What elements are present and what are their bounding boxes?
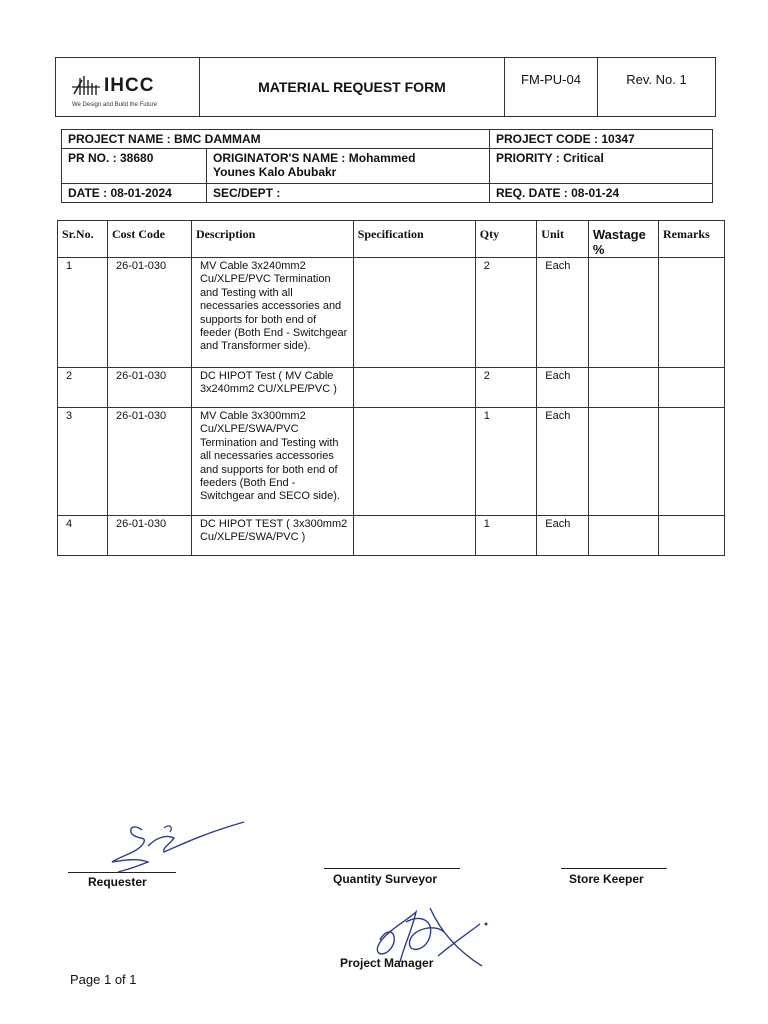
row-specification xyxy=(353,408,475,516)
row-cost-code: 26-01-030 xyxy=(108,258,192,368)
page-number: Page 1 of 1 xyxy=(70,972,137,987)
row-remarks xyxy=(659,368,725,408)
row-cost-code: 26-01-030 xyxy=(108,368,192,408)
header-remarks: Remarks xyxy=(659,221,725,258)
quantity-surveyor-sign-line xyxy=(324,868,460,869)
row-unit: Each xyxy=(537,408,589,516)
logo-text: IHCC xyxy=(104,75,155,96)
header-specification: Specification xyxy=(353,221,475,258)
table-row xyxy=(58,516,725,556)
requester-signature-icon xyxy=(104,818,250,880)
header-cost-code: Cost Code xyxy=(108,221,192,258)
row-description: DC HIPOT TEST ( 3x300mm2 Cu/XLPE/SWA/PVC ) xyxy=(191,516,353,556)
form-title: MATERIAL REQUEST FORM xyxy=(200,58,505,117)
row-remarks xyxy=(659,258,725,368)
row-specification xyxy=(353,258,475,368)
logo-tagline: We Design and Build the Future xyxy=(72,102,157,108)
row-description: MV Cable 3x240mm2 Cu/XLPE/PVC Termination and Testing with all necessaries accessories and supports for both end of feeder (Both End - Switchgear and Transformer side). xyxy=(191,258,353,368)
project-manager-label: Project Manager xyxy=(340,956,434,970)
company-logo xyxy=(56,58,200,117)
originator-name xyxy=(207,149,490,184)
form-code: FM-PU-04 xyxy=(505,58,598,117)
row-wastage xyxy=(588,408,658,516)
row-description: MV Cable 3x300mm2 Cu/XLPE/SWA/PVC Termination and Testing with all necessaries accessories and supports for both end of feeders (Both End -Switchgear and SECO side). xyxy=(191,408,353,516)
header-sr-no: Sr.No. xyxy=(58,221,108,258)
row-qty: 2 xyxy=(475,368,537,408)
store-keeper-sign-line xyxy=(561,868,667,869)
originator-line-2: Younes Kalo Abubakr xyxy=(213,165,337,179)
row-specification xyxy=(353,368,475,408)
header-unit: Unit xyxy=(537,221,589,258)
row-wastage xyxy=(588,516,658,556)
table-row xyxy=(58,258,725,368)
requester-label: Requester xyxy=(88,875,147,889)
row-wastage xyxy=(588,258,658,368)
originator-line-1: ORIGINATOR'S NAME : Mohammed xyxy=(213,151,416,165)
project-name: PROJECT NAME : BMC DAMMAM xyxy=(62,130,490,149)
row-description: DC HIPOT Test ( MV Cable 3x240mm2 CU/XLPE/PVC ) xyxy=(191,368,353,408)
row-remarks xyxy=(659,516,725,556)
quantity-surveyor-label: Quantity Surveyor xyxy=(333,872,438,886)
table-row xyxy=(58,368,725,408)
row-wastage xyxy=(588,368,658,408)
items-header-row xyxy=(58,221,725,258)
row-qty: 1 xyxy=(475,408,537,516)
pr-number: PR NO. : 38680 xyxy=(62,149,207,184)
header-description: Description xyxy=(191,221,353,258)
header-wastage: Wastage % xyxy=(588,221,658,258)
row-unit: Each xyxy=(537,516,589,556)
row-sr: 4 xyxy=(58,516,108,556)
priority: PRIORITY : Critical xyxy=(490,149,713,184)
request-date: DATE : 08-01-2024 xyxy=(62,184,207,203)
store-keeper-label: Store Keeper xyxy=(569,872,644,886)
row-sr: 2 xyxy=(58,368,108,408)
required-date: REQ. DATE : 08-01-24 xyxy=(490,184,713,203)
row-qty: 2 xyxy=(475,258,537,368)
project-info-table xyxy=(61,129,713,203)
form-header xyxy=(55,57,716,117)
project-code: PROJECT CODE : 10347 xyxy=(490,130,713,149)
sec-dept: SEC/DEPT : xyxy=(207,184,490,203)
row-unit: Each xyxy=(537,368,589,408)
row-qty: 1 xyxy=(475,516,537,556)
row-cost-code: 26-01-030 xyxy=(108,408,192,516)
header-qty: Qty xyxy=(475,221,537,258)
table-row xyxy=(58,408,725,516)
revision-number: Rev. No. 1 xyxy=(598,58,716,117)
row-cost-code: 26-01-030 xyxy=(108,516,192,556)
row-sr: 1 xyxy=(58,258,108,368)
row-sr: 3 xyxy=(58,408,108,516)
row-unit: Each xyxy=(537,258,589,368)
row-remarks xyxy=(659,408,725,516)
items-table xyxy=(57,220,725,556)
row-specification xyxy=(353,516,475,556)
ihcc-logo-icon xyxy=(72,74,100,96)
